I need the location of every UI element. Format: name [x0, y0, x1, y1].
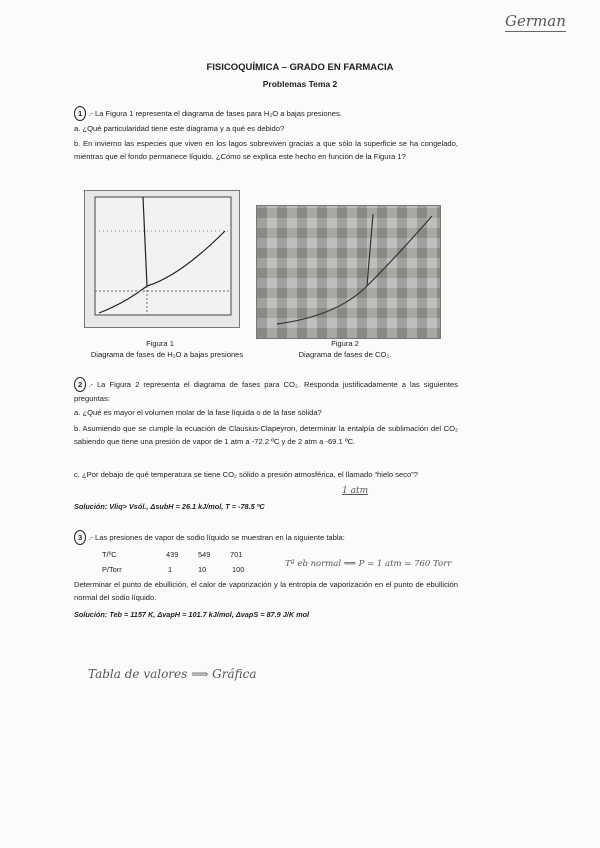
problem-2-intro-text: .- La Figura 2 representa el diagrama de fases para CO₂. Responda justificadamente a las siguientes preguntas:: [74, 380, 458, 403]
problem-1-intro-text: .- La Figura 1 representa el diagrama de fases para H₂O a bajas presiones.: [88, 109, 342, 118]
problem-2-a: a. ¿Qué es mayor el volumen molar de la fase líquida o de la fase sólida?: [74, 408, 322, 417]
table-cell: 439: [166, 550, 179, 559]
problem-3-question: Determinar el punto de ebullición, el calor de vaporización y la entropía de vaporización en el punto de ebullición normal del sodio líquido.: [74, 580, 458, 602]
table-cell: 549: [198, 550, 211, 559]
problem-number-2: 2: [74, 377, 86, 392]
problem-2-solution: Solución: Vliq> Vsól., ΔsubH = 26.1 kJ/mol, T = -78.5 ºC: [74, 502, 265, 511]
figure-2-phase-diagram-co2: [256, 205, 441, 339]
page-subtitle: Problemas Tema 2: [262, 79, 338, 89]
figure-1-caption: Diagrama de fases de H₂O a bajas presiones: [90, 350, 244, 359]
table-cell: 100: [232, 565, 245, 574]
problem-1-intro: [74, 106, 458, 121]
problem-1-b: b. En invierno las especies que viven en los lagos sobreviven gracias a que sólo la superficie se ha congelado, mientras que el fondo permanece líquido. ¿Cómo se explica este hecho en función de la Figura 1?: [74, 139, 458, 161]
figure-2-caption: Diagrama de fases de CO₂.: [298, 350, 392, 359]
problem-number-1: 1: [74, 106, 86, 121]
figure-1-phase-diagram-h2o: [84, 190, 240, 328]
problem-2-b: b. Asumiendo que se cumple la ecuación de Clausius-Clapeyron, determinar la entalpía de sublimación del CO₂ sabiendo que tiene una presión de vapor de 1 atm a -72.2 ºC y de 2 atm a -69.1 ºC.: [74, 424, 458, 446]
problem-3-handwritten-note: Tª eb normal ⟹ P = 1 atm = 760 Torr: [285, 559, 452, 569]
handwritten-footer-note: Tabla de valores ⟹ Gráfica: [88, 667, 257, 681]
problem-3-intro: [74, 530, 458, 545]
problem-2-handwritten-note: 1 atm: [342, 486, 369, 496]
figure-2-graphic: [257, 206, 440, 338]
figure-1-graphic: [85, 191, 239, 327]
problem-3-intro-text: .- Las presiones de vapor de sodio líquido se muestran en la siguiente tabla:: [88, 533, 345, 542]
problem-2-intro: [74, 377, 458, 405]
problem-3-solution: Solución: Teb = 1157 K, ΔvapH = 101.7 kJ/mol, ΔvapS = 87.9 J/K mol: [74, 610, 310, 619]
table-cell: 701: [230, 550, 243, 559]
table-cell: 10: [198, 565, 207, 574]
problem-number-3: 3: [74, 530, 86, 545]
page-title: FISICOQUÍMICA – GRADO EN FARMACIA: [206, 62, 394, 73]
figure-1-label: Figura 1: [146, 339, 174, 348]
table-row-label: T/ºC: [102, 550, 117, 559]
table-row-label: P/Torr: [102, 565, 122, 574]
problem-2-c: c. ¿Por debajo de qué temperatura se tiene CO₂ sólido a presión atmosférica, el llamado “hielo seco”?: [74, 470, 419, 479]
figure-2-label: Figura 2: [331, 339, 359, 348]
handwritten-name: German: [505, 12, 566, 30]
problem-1-a: a. ¿Qué particularidad tiene este diagrama y a qué es debido?: [74, 124, 285, 133]
table-cell: 1: [168, 565, 173, 574]
